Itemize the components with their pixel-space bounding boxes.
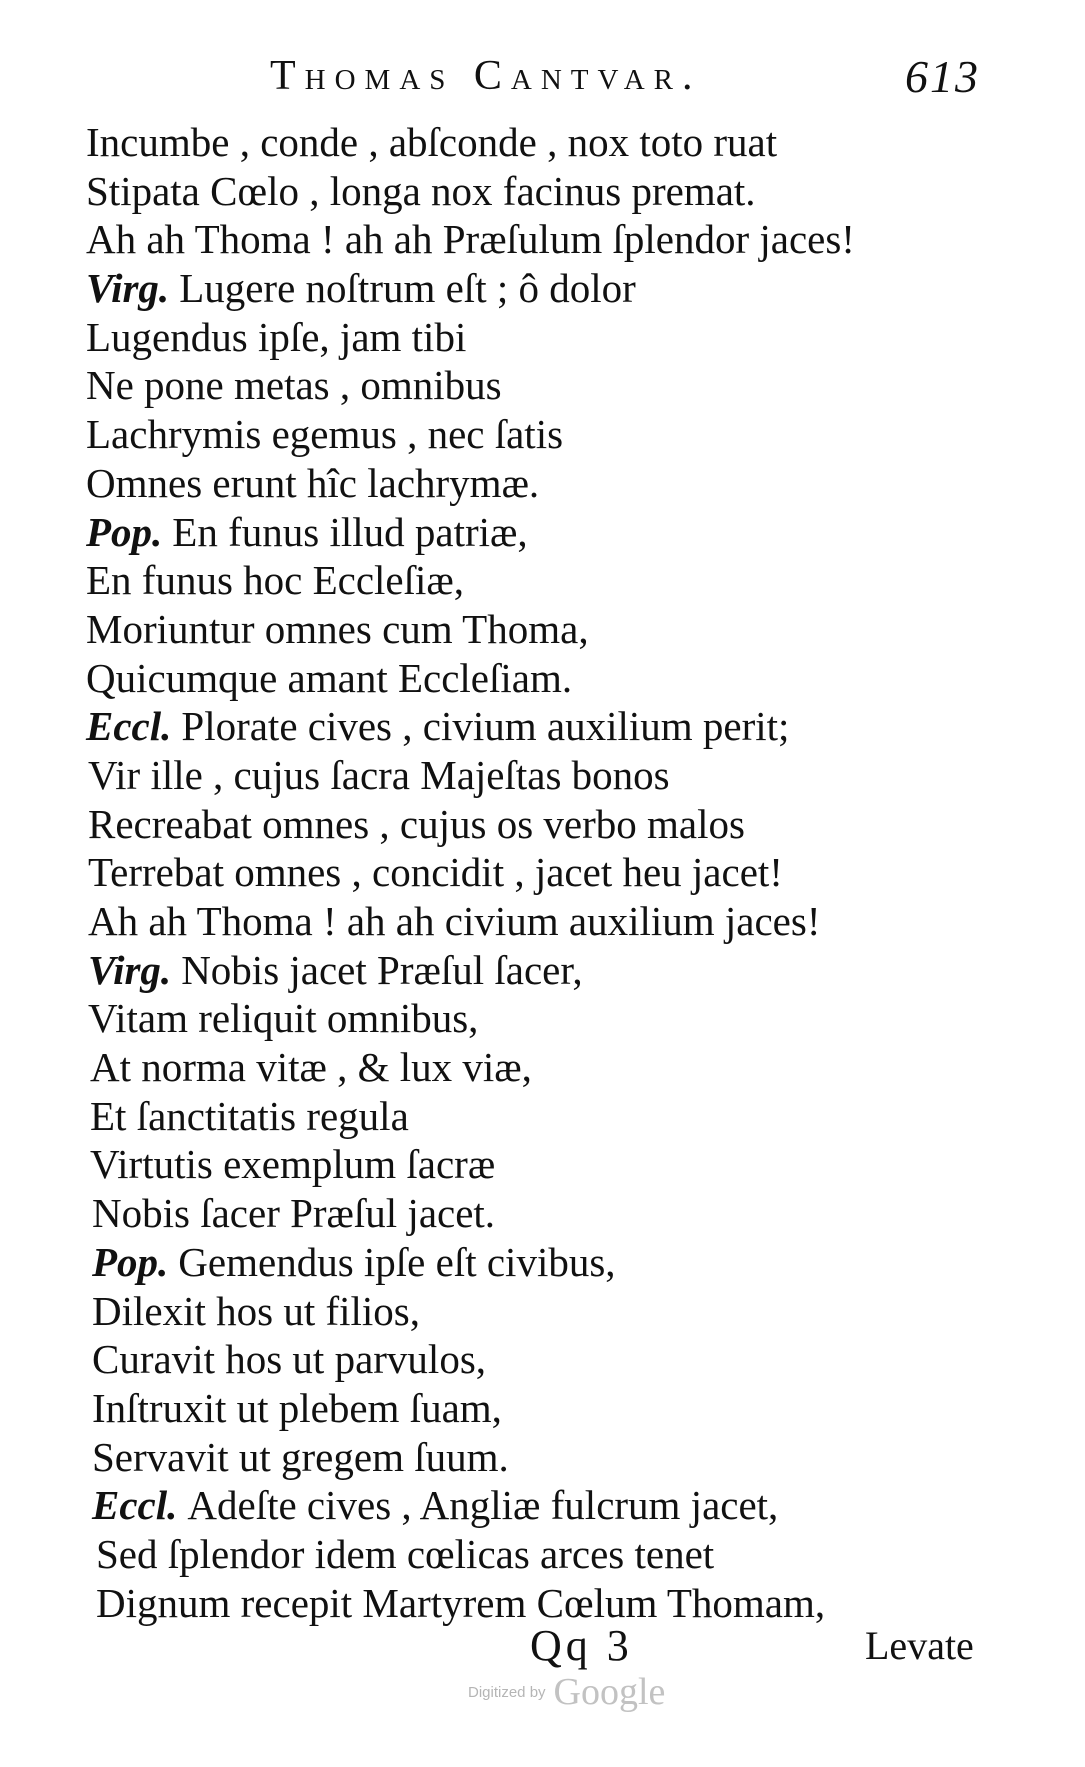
verse-line bbox=[0, 508, 1085, 557]
verse-line bbox=[0, 410, 1085, 459]
verse-line bbox=[0, 848, 1085, 897]
verse-line-text: Virtutis exemplum ſacræ bbox=[90, 1141, 496, 1188]
verse-line-text: Plorate cives , civium auxilium perit; bbox=[181, 703, 790, 750]
verse-line bbox=[0, 800, 1085, 849]
watermark-prefix: Digitized by bbox=[468, 1683, 546, 1701]
verse-line bbox=[0, 1287, 1085, 1336]
digitization-watermark bbox=[468, 1670, 665, 1714]
verse-line bbox=[0, 1092, 1085, 1141]
verse-line-text: Ne pone metas , omnibus bbox=[86, 362, 502, 409]
verse-line-text: Lugendus ipſe, jam tibi bbox=[86, 313, 467, 360]
verse-line-text: Dignum recepit Martyrem Cœlum Thomam, bbox=[96, 1579, 826, 1626]
catchword: Levate bbox=[865, 1623, 974, 1668]
verse-line bbox=[0, 361, 1085, 410]
verse-line-text: Adeſte cives , Angliæ fulcrum jacet, bbox=[187, 1482, 779, 1529]
verse-line bbox=[0, 1384, 1085, 1433]
verse-line bbox=[0, 1238, 1085, 1287]
verse-line bbox=[0, 118, 1085, 167]
verse-line bbox=[0, 605, 1085, 654]
verse-line bbox=[0, 1043, 1085, 1092]
verse-line-text: Et ſanctitatis regula bbox=[90, 1092, 409, 1139]
speaker-label: Virg. bbox=[88, 946, 172, 993]
verse-line bbox=[0, 994, 1085, 1043]
verse-line-text: Terrebat omnes , concidit , jacet heu jacet! bbox=[88, 849, 783, 896]
verse-line bbox=[0, 751, 1085, 800]
speaker-label: Virg. bbox=[86, 265, 170, 312]
verse-line bbox=[0, 1433, 1085, 1482]
verse-line-text: Curavit hos ut parvulos, bbox=[92, 1336, 487, 1383]
verse-line bbox=[0, 897, 1085, 946]
verse-line bbox=[0, 1530, 1085, 1579]
verse-line-text: Vir ille , cujus ſacra Majeſtas bonos bbox=[88, 751, 670, 798]
verse-line-text: Gemendus ipſe eſt civibus, bbox=[178, 1238, 616, 1285]
verse-line-text: At norma vitæ , & lux viæ, bbox=[90, 1044, 532, 1091]
verse-line-text: Lachrymis egemus , nec ſatis bbox=[86, 411, 564, 458]
verse-line bbox=[0, 313, 1085, 362]
verse-line-text: Ah ah Thoma ! ah ah civium auxilium jaces! bbox=[88, 898, 821, 944]
speaker-label: Eccl. bbox=[86, 703, 172, 750]
verse-line-text: Sed ſplendor idem cœlicas arces tenet bbox=[96, 1530, 715, 1577]
verse-line-text: Nobis jacet Præſul ſacer, bbox=[181, 946, 583, 993]
verse-line-text: Recreabat omnes , cujus os verbo malos bbox=[88, 800, 745, 847]
verse-line bbox=[0, 1481, 1085, 1530]
verse-line bbox=[0, 1140, 1085, 1189]
verse-line bbox=[0, 1189, 1085, 1238]
verse-line-text: En funus hoc Eccleſiæ, bbox=[86, 557, 465, 604]
verse-text bbox=[0, 118, 1085, 1627]
verse-line-text: Servavit ut gregem ſuum. bbox=[92, 1433, 509, 1480]
verse-line-text: Lugere noſtrum eſt ; ô dolor bbox=[179, 265, 636, 312]
verse-line bbox=[0, 946, 1085, 995]
verse-line-text: Moriuntur omnes cum Thoma, bbox=[86, 605, 589, 652]
google-logo: Google bbox=[553, 1671, 666, 1713]
verse-line bbox=[0, 556, 1085, 605]
verse-line bbox=[0, 167, 1085, 216]
verse-line bbox=[0, 702, 1085, 751]
running-title: Thomas Cantvar. bbox=[270, 53, 702, 99]
verse-line bbox=[0, 654, 1085, 703]
verse-line-text: Vitam reliquit omnibus, bbox=[88, 995, 479, 1042]
verse-line-text: Dilexit hos ut filios, bbox=[92, 1287, 420, 1334]
verse-line-text: En funus illud patriæ, bbox=[172, 508, 528, 555]
verse-line-text: Ah ah Thoma ! ah ah Præſulum ſplendor jaces! bbox=[86, 216, 855, 263]
verse-line-text: Stipata Cœlo , longa nox facinus premat. bbox=[86, 167, 756, 214]
verse-line-text: Inſtruxit ut plebem ſuam, bbox=[92, 1384, 502, 1431]
verse-line bbox=[0, 459, 1085, 508]
verse-line-text: Quicumque amant Eccleſiam. bbox=[86, 654, 573, 701]
verse-line-text: Nobis ſacer Præſul jacet. bbox=[92, 1190, 496, 1237]
verse-line bbox=[0, 215, 1085, 264]
verse-line bbox=[0, 1335, 1085, 1384]
page-number: 613 bbox=[905, 51, 980, 102]
verse-line bbox=[0, 264, 1085, 313]
speaker-label: Eccl. bbox=[92, 1482, 178, 1529]
signature-mark: Qq 3 bbox=[530, 1621, 633, 1670]
speaker-label: Pop. bbox=[86, 508, 163, 555]
verse-line-text: Incumbe , conde , abſconde , nox toto ruat bbox=[86, 119, 778, 165]
verse-line-text: Omnes erunt hîc lachrymæ. bbox=[86, 459, 540, 506]
speaker-label: Pop. bbox=[92, 1238, 169, 1285]
